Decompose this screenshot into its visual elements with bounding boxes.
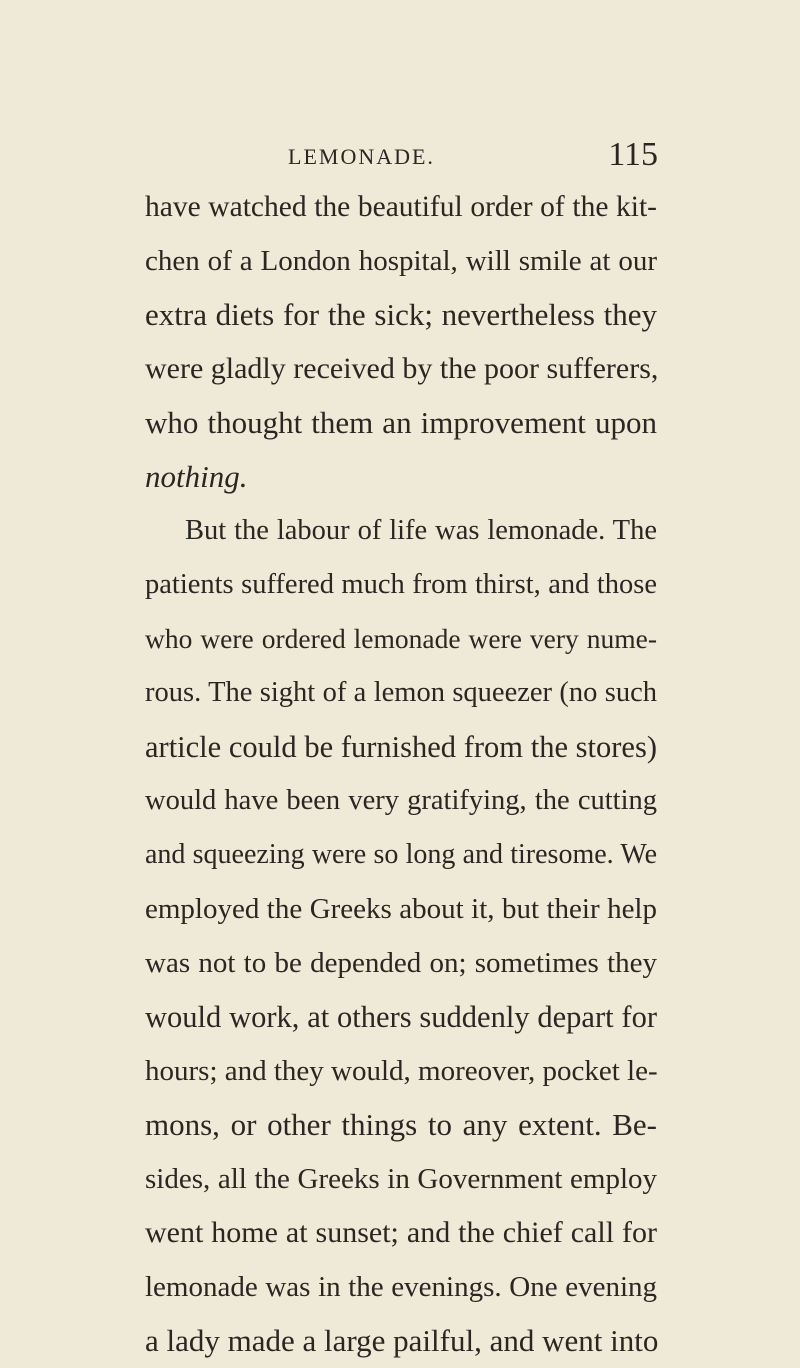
text-line: a lady made a large pailful, and went into	[145, 1323, 659, 1358]
italic-word: nothing.	[145, 459, 248, 494]
text-line: would work, at others suddenly depart for	[145, 1000, 657, 1034]
text-line: sides, all the Greeks in Government employ	[145, 1163, 657, 1195]
running-head	[288, 136, 658, 176]
text-line: have watched the beautiful order of the kit-	[145, 191, 657, 223]
body-text	[145, 180, 657, 1368]
text-line: hours; and they would, moreover, pocket le-	[145, 1055, 658, 1087]
text-line: who were ordered lemonade were very nume-	[145, 623, 657, 654]
page-number: 115	[608, 136, 658, 173]
text-line: lemonade was in the evenings. One evening	[145, 1271, 657, 1303]
text-line: who thought them an improvement upon	[145, 405, 657, 440]
text-line-italic	[145, 450, 657, 504]
text-line: chen of a London hospital, will smile at our	[145, 245, 657, 277]
text-line: But the labour of life was lemonade. The	[185, 515, 657, 546]
text-line: were gladly received by the poor sufferers,	[145, 352, 659, 385]
text-line: extra diets for the sick; nevertheless they	[145, 297, 657, 332]
text-line: and squeezing were so long and tiresome. We	[145, 839, 657, 870]
text-line: went home at sunset; and the chief call for	[145, 1216, 657, 1249]
text-line: employed the Greeks about it, but their help	[145, 893, 657, 925]
running-title: LEMONADE.	[288, 144, 435, 169]
text-line: article could be furnished from the stores)	[145, 730, 657, 764]
text-line: patients suffered much from thirst, and those	[145, 569, 657, 600]
text-line: rous. The sight of a lemon squeezer (no such	[145, 677, 657, 708]
text-line: mons, or other things to any extent. Be-	[145, 1107, 657, 1142]
text-line: would have been very gratifying, the cutting	[145, 785, 657, 816]
text-line: was not to be depended on; sometimes they	[145, 947, 657, 979]
